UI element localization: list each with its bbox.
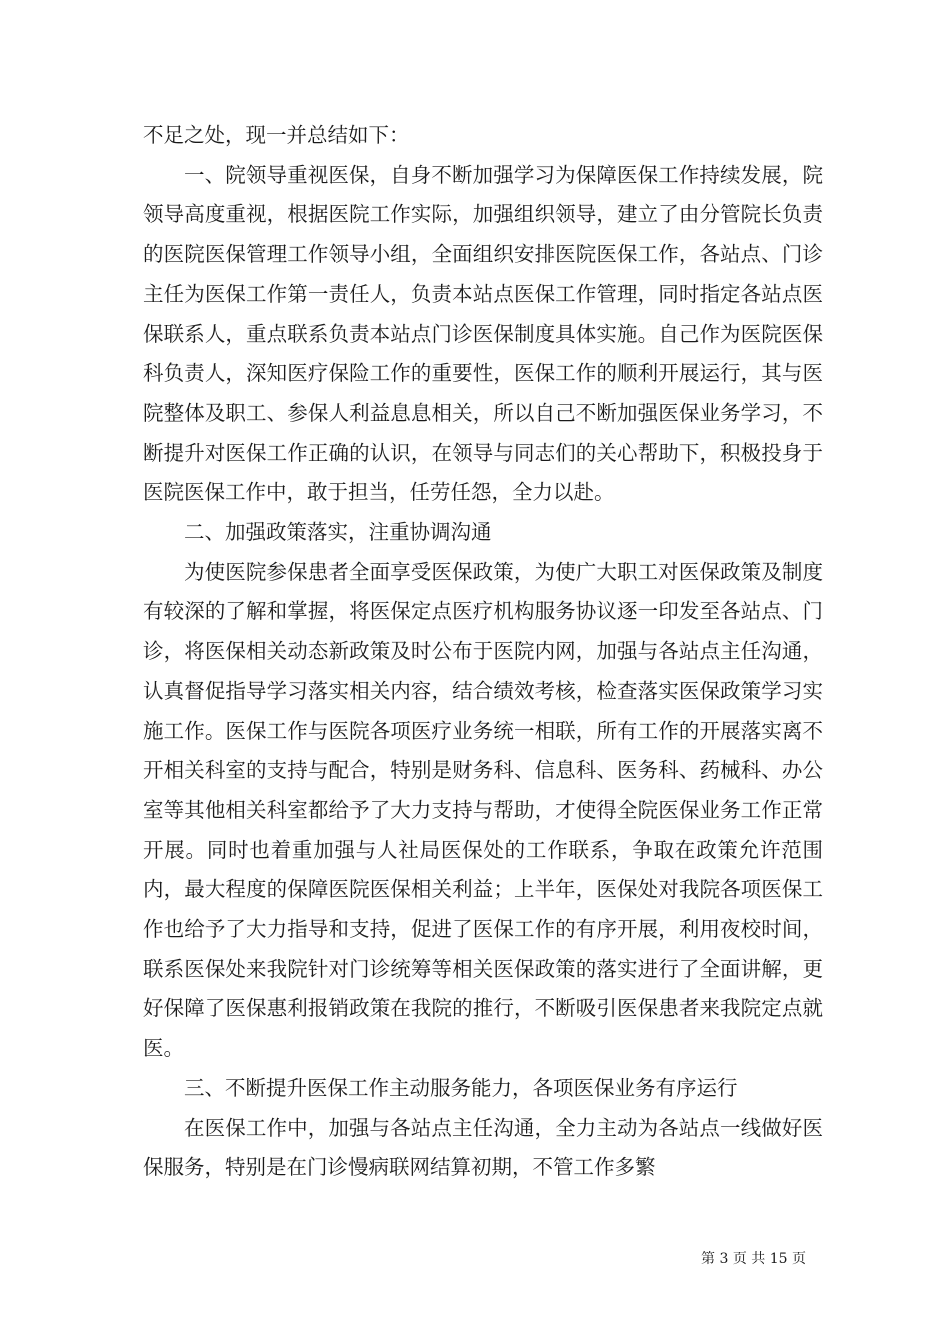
paragraph-intro: 不足之处，现一并总结如下： [143,123,410,147]
page-number-footer: 第 3 页 共 15 页 [701,1251,806,1267]
paragraph-section-2: 为使医院参保患者全面享受医保政策，为使广大职工对医保政策及制度有较深的了解和掌握，将医保定点医疗机构服务协议逐一印发至各站点、门诊，将医保相关动态新政策及时公布于医院内网，加强与各站点主任沟通，认真督促指导学习落实相关内容，结合绩效考核，检查落实医保政策学习实施工作。医保工作与医院各项医疗业务统一相联，所有工作的开展落实离不开相关科室的支持与配合，特别是财务科、信息科、医务科、药械科、办公室等其他相关科室都给予了大力支持与帮助，才使得全院医保业务工作正常开展。同时也着重加强与人社局医保处的工作联系，争取在政策允许范围内，最大程度的保障医院医保相关利益；上半年，医保处对我院各项医保工作也给予了大力指导和支持，促进了医保工作的有序开展，利用夜校时间，联系医保处来我院针对门诊统筹等相关医保政策的落实进行了全面讲解，更好保障了医保惠利报销政策在我院的推行，不断吸引医保患者来我院定点就医。 [143,559,823,1061]
section-heading-2: 二、加强政策落实，注重协调沟通 [184,520,492,545]
document-body [143,116,823,1188]
section-heading-3: 三、不断提升医保工作主动服务能力，各项医保业务有序运行 [184,1075,738,1100]
paragraph-section-1: 一、院领导重视医保，自身不断加强学习为保障医保工作持续发展，院领导高度重视，根据医院工作实际，加强组织领导，建立了由分管院长负责的医院医保管理工作领导小组，全面组织安排医院医保工作，各站点、门诊主任为医保工作第一责任人，负责本站点医保工作管理，同时指定各站点医保联系人，重点联系负责本站点门诊医保制度具体实施。自己作为医院医保科负责人，深知医疗保险工作的重要性，医保工作的顺利开展运行，其与医院整体及职工、参保人利益息息相关，所以自己不断加强医保业务学习，不断提升对医保工作正确的认识，在领导与同志们的关心帮助下，积极投身于医院医保工作中，敢于担当，任劳任怨，全力以赴。 [143,162,823,505]
paragraph-section-3: 在医保工作中，加强与各站点主任沟通，全力主动为各站点一线做好医保服务，特别是在门诊慢病联网结算初期，不管工作多繁 [143,1115,823,1180]
